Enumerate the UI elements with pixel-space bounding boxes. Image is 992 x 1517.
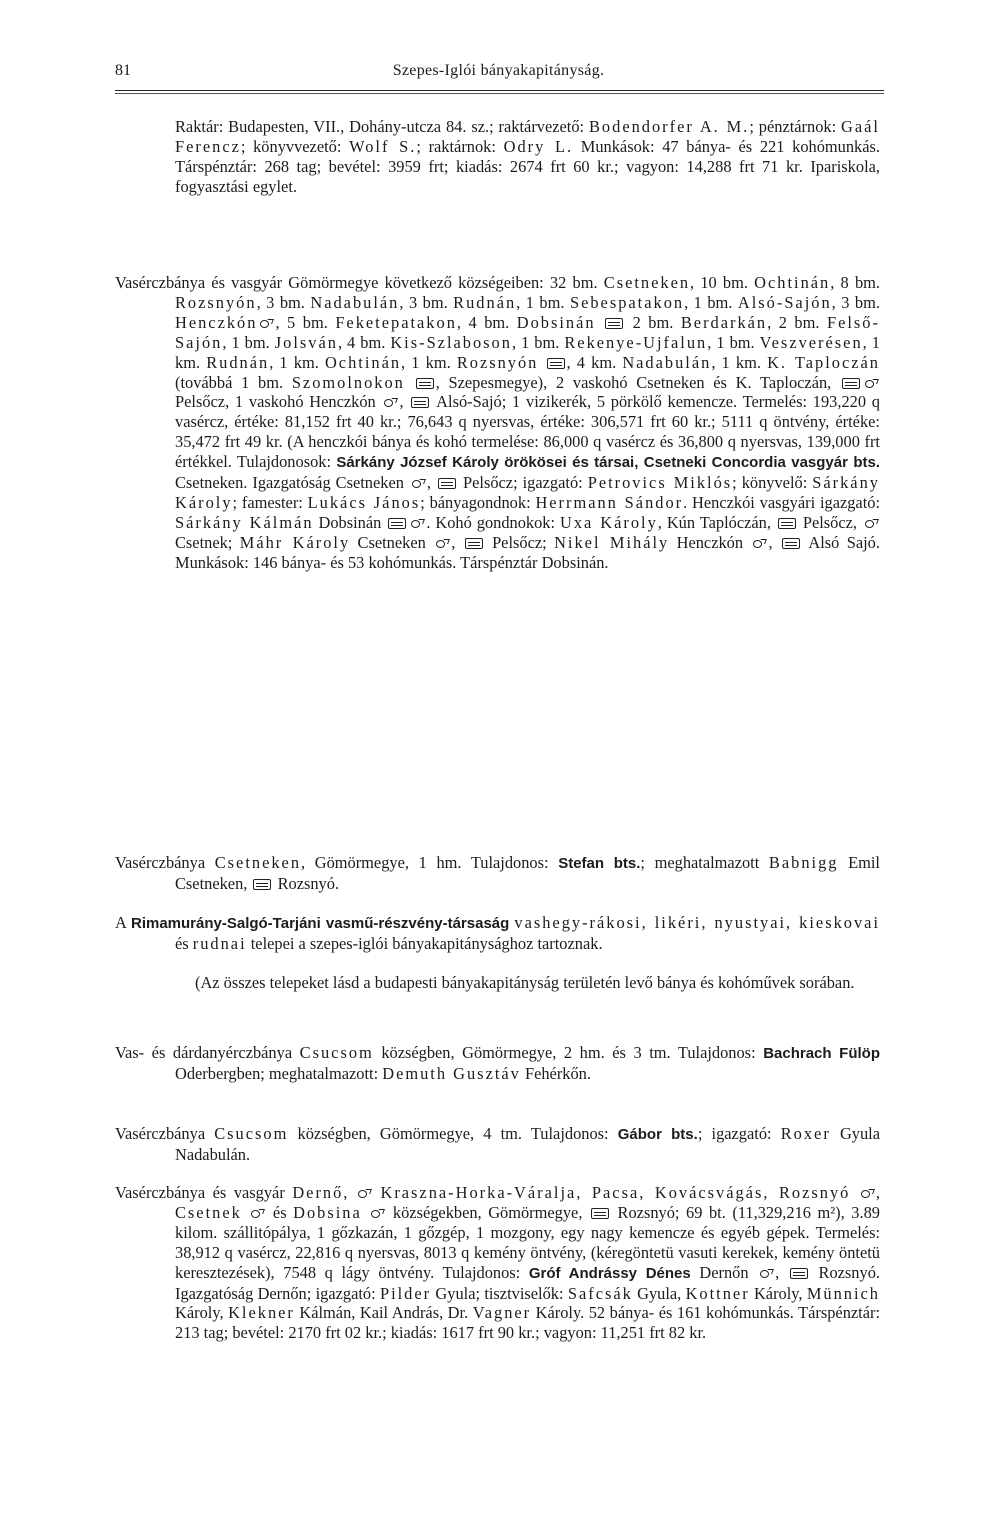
page-number: 81 <box>115 62 131 79</box>
post-horn-icon <box>864 379 878 388</box>
header-rule <box>115 90 884 91</box>
mine-cart-icon <box>411 397 429 408</box>
entry-continuation: Raktár: Budapesten, VII., Dohány-utcza 84. sz.; raktárvezető: Bodendorfer A. M.; pénztárnok: Gaál Ferencz; könyvvezető: Wolf S.; raktárnok: Odry L. Munkások: 47 bánya- és 221 kohómunkás. Társpénztár: 268 tag; bevétel: 3959 frt; kiadás: 2674 frt 60 kr.; vagyon: 14,288 frt 71 kr. Ipariskola, fogyasztási egylet. <box>175 117 880 196</box>
post-horn-icon <box>370 1209 384 1218</box>
mine-cart-icon <box>842 378 860 389</box>
post-horn-icon <box>383 398 397 407</box>
mine-cart-icon <box>416 378 434 389</box>
mine-cart-icon <box>782 538 800 549</box>
post-horn-icon <box>411 479 425 488</box>
mine-cart-icon <box>465 538 483 549</box>
mine-cart-icon <box>605 318 623 329</box>
entry-csucsom-dardany-mine: Vas- és dárdanyérczbánya Csucsom községben, Gömörmegye, 2 hm. és 3 tm. Tulajdonos: Bachrach Fülöp Oderbergben; meghatalmazott: Demuth Gusztáv Fehérkőn. <box>115 1043 880 1083</box>
mine-cart-icon <box>591 1208 609 1219</box>
post-horn-icon <box>860 1189 874 1198</box>
mine-cart-icon <box>790 1268 808 1279</box>
entry-gomor-iron-works: Vasérczbánya és vasgyár Gömörmegye következő községeiben: 32 bm. Csetneken, 10 bm. Ochtinán, 8 bm. Rozsnyón, 3 bm. Nadabulán, 3 bm. Rudnán, 1 bm. Sebespatakon, 1 bm. Alsó-Sajón, 3 bm. Henczkón , 5 bm. Feketepatakon, 4 bm. Dobsinán 2 bm. Berdarkán, 2 bm. Felső-Sajón, 1 bm. Jolsván, 4 bm. Kis-Szlaboson, 1 bm. Rekenye-Ujfalun, 1 bm. Veszverésen, 1 km. Rudnán, 1 km. Ochtinán, 1 km. Rozsnyón , 4 km. Nadabulán, 1 km. K. Taploczán (továbbá 1 bm. Szomolnokon , Szepesmegye), 2 vaskohó Csetneken és K. Taploczán, Pelsőcz, 1 vaskohó Henczkón , Alsó-Sajó; 1 vizikerék, 5 pörkölő kemencze. Termelés: 193,220 q vasércz, értéke: 81,152 frt 40 kr.; 76,643 q nyersvas, értéke: 306,571 frt 60 kr.; 5111 q öntvény, értéke: 35,472 frt 49 kr. (A henczkói bánya és kohó termelése: 86,000 q vasércz és 36,800 q nyersvas, 139,000 frt értékkel. Tulajdonosok: Sárkány József Károly örökösei és társai, Csetneki Concordia vasgyár bts. Csetneken. Igazgatóság Csetneken , Pelsőcz; igazgató: Petrovics Miklós; könyvelő: Sárkány Károly; famester: Lukács János; bányagondnok: Herrmann Sándor. Henczkói vasgyári igazgató: Sárkány Kálmán Dobsinán . Kohó gondnokok: Uxa Károly, Kún Taplóczán, Pelsőcz, Csetnek; Máhr Károly Csetneken , Pelsőcz; Nikel Mihály Henczkón , Alsó Sajó. Munkások: 146 bánya- és 53 kohómunkás. Társpénztár Dobsinán. <box>115 273 881 572</box>
post-horn-icon <box>435 539 449 548</box>
entry-rimamurany-company: A Rimamurány-Salgó-Tarjáni vasmű-részvény-társaság vashegy-rákosi, likéri, nyustyai, kieskovai és rudnai telepei a szepes-iglói bányakapitánysághoz tartoznak. <box>115 913 880 953</box>
post-horn-icon <box>752 539 766 548</box>
post-horn-icon <box>259 319 273 328</box>
mine-cart-icon <box>388 518 406 529</box>
mine-cart-icon <box>438 478 456 489</box>
mine-cart-icon <box>253 879 271 890</box>
post-horn-icon <box>759 1269 773 1278</box>
post-horn-icon <box>410 519 424 528</box>
post-horn-icon <box>864 519 878 528</box>
entry-csetnek-ore-mine: Vasérczbánya Csetneken, Gömörmegye, 1 hm. Tulajdonos: Stefan bts.; meghatalmazott Babnigg Emil Csetneken, Rozsnyó. <box>115 853 880 893</box>
mine-cart-icon <box>547 358 565 369</box>
post-horn-icon <box>250 1209 264 1218</box>
page-header <box>115 62 882 84</box>
post-horn-icon <box>357 1189 371 1198</box>
entry-derno-iron-works: Vasérczbánya és vasgyár Dernő, Kraszna-Horka-Váralja, Pacsa, Kovácsvágás, Rozsnyó , Csetnek és Dobsina községekben, Gömörmegye, Rozsnyó; 69 bt. (11,329,216 m²), 3.89 kilom. szállitópálya, 1 gőzkazán, 1 gőzgép, 1 mozgony, egy nagy kemencze és egyéb gépek. Termelés: 38,912 q vasércz, 22,816 q nyersvas, 8013 q kemény öntvény, (kéregöntetü vasuti kerekek, kemény öntetü keresztezések), 7548 q lágy öntvény. Tulajdonos: Gróf Andrássy Dénes Dernőn , Rozsnyó. Igazgatóság Dernőn; igazgató: Pilder Gyula; tisztviselők: Safcsák Gyula, Kottner Károly, Münnich Károly, Klekner Kálmán, Kail András, Dr. Vagner Károly. 52 bánya- és 161 kohómunkás. Társpénztár: 213 tag; bevétel: 2170 frt 02 kr.; kiadás: 1617 frt 90 kr.; vagyon: 11,251 frt 82 kr. <box>115 1183 881 1343</box>
mine-cart-icon <box>778 518 796 529</box>
header-rule-secondary <box>115 93 884 94</box>
entry-csucsom-ore-mine: Vasérczbánya Csucsom községben, Gömörmegye, 4 tm. Tulajdonos: Gábor bts.; igazgató: Roxer Gyula Nadabulán. <box>115 1124 880 1164</box>
entry-rimamurany-note: (Az összes telepeket lásd a budapesti bányakapitányság területén levő bánya és kohóművek sorában. <box>195 973 855 992</box>
running-title: Szepes-Iglói bányakapitányság. <box>392 62 605 79</box>
